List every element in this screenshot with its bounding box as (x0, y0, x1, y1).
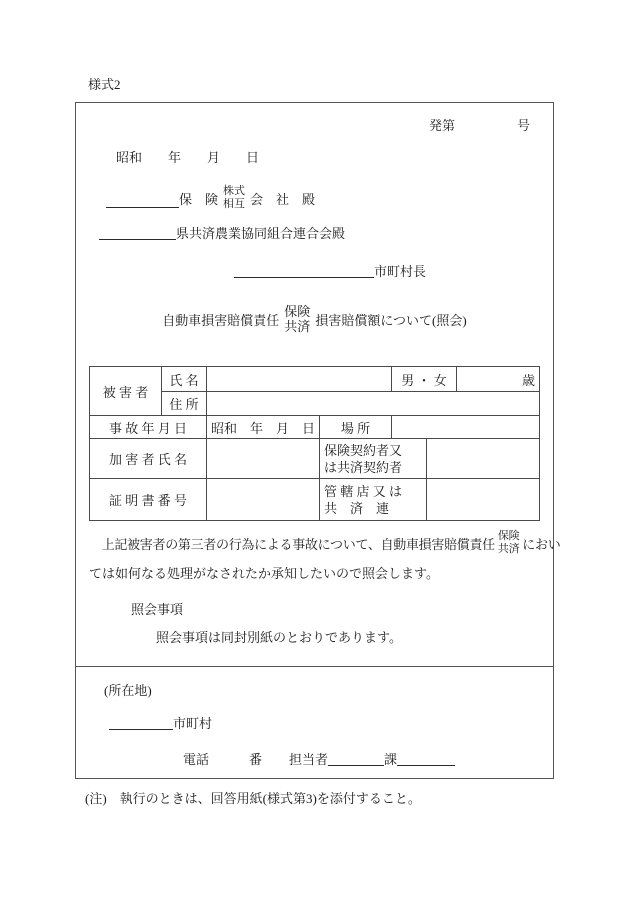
company-type-stack (223, 185, 245, 211)
title-stack-top: 保険 (284, 304, 311, 319)
office-line1: 管 轄 店 又 は (324, 483, 403, 499)
cell-place-value (392, 416, 540, 439)
contact-underline (328, 764, 384, 766)
cell-sex: 男 ・ 女 (392, 367, 457, 392)
body-paragraph-line2: ては如何なる処理がなされたか承知したいので照会します。 (89, 566, 439, 581)
para-stack-top: 保険 (497, 530, 520, 542)
cell-certificate-value (207, 479, 320, 521)
company-type-bottom: 相互 (223, 198, 246, 210)
addressee-kyosai-line (99, 223, 345, 242)
mayor-label: 市町村長 (374, 264, 427, 279)
cell-policyholder-label (320, 439, 427, 479)
office-line2: 共 済 連 (324, 500, 390, 516)
number-gap (262, 764, 289, 766)
blank-underline (99, 238, 176, 240)
phone-gap (209, 764, 249, 766)
section-underline (397, 764, 455, 766)
issue-no-gap (455, 130, 517, 132)
cell-accident-date-value: 昭和 年 月 日 (207, 416, 320, 439)
cell-name-label: 氏 名 (162, 367, 207, 392)
cell-name-value (207, 367, 392, 392)
cell-perpetrator-value (207, 439, 320, 479)
cell-office-label (320, 479, 427, 521)
inquiry-table (89, 366, 540, 521)
cell-office-value (427, 479, 540, 521)
blank-underline (234, 276, 374, 278)
cell-victim: 被 害 者 (90, 367, 162, 416)
title-stack-bottom: 共済 (284, 319, 311, 334)
blank-underline (106, 206, 179, 208)
cell-perpetrator-label: 加 害 者 氏 名 (90, 439, 207, 479)
form-label: 様式2 (88, 77, 121, 92)
inquiry-table-wrap (89, 366, 540, 521)
issue-no-prefix: 発第 (429, 118, 456, 133)
title-pre: 自動車損害賠償責任 (162, 312, 280, 328)
para-stack-bottom: 共済 (497, 543, 520, 555)
cell-accident-date-label: 事 故 年 月 日 (90, 416, 207, 439)
cell-certificate-label: 証 明 書 番 号 (90, 479, 207, 521)
phone-label: 電話 (183, 752, 210, 767)
cell-policyholder-value (427, 439, 540, 479)
para-post: におい (522, 536, 561, 552)
para-pre: 上記被害者の第三者の行為による事故について、自動車損害賠償責任 (89, 536, 495, 552)
company-type-top: 株式 (223, 185, 246, 197)
cell-address-label: 住 所 (162, 392, 207, 416)
cell-place-label: 場 所 (320, 416, 392, 439)
policyholder-line2: は共済契約者 (324, 459, 403, 475)
contact-label: 担当者 (289, 752, 329, 767)
policyholder-line1: 保険契約者又 (324, 442, 403, 458)
issue-number-line (429, 115, 530, 134)
phone-line (183, 749, 455, 768)
insurance-post: 会 社 殿 (250, 191, 316, 207)
section-label: 課 (384, 752, 398, 767)
number-label: 番 (249, 752, 263, 767)
body-paragraph-line1 (89, 528, 560, 558)
cell-age: 歳 (457, 367, 540, 392)
para-stack (498, 530, 519, 556)
blank-underline (109, 728, 173, 730)
inquiry-heading: 照会事項 (131, 602, 184, 617)
municipality-label: 市町村 (173, 716, 213, 731)
title-stack (284, 304, 310, 334)
document-title (76, 295, 553, 343)
addressee-mayor-line (234, 261, 426, 280)
inquiry-text: 照会事項は同封別紙のとおりであります。 (156, 630, 402, 645)
title-post: 損害賠償額について(照会) (315, 312, 467, 328)
document-box (75, 102, 561, 779)
addressee-insurance-line (106, 181, 315, 215)
footnote: (注) 執行のときは、回答用紙(様式第3)を添付すること。 (85, 791, 421, 806)
cell-address-value (207, 392, 540, 416)
insurance-pre: 保 険 (179, 191, 219, 207)
section-divider (76, 666, 553, 667)
date-line: 昭和 年 月 日 (116, 150, 260, 165)
issue-no-suffix: 号 (517, 118, 531, 133)
location-label: (所在地) (104, 683, 152, 698)
municipality-line (109, 713, 212, 732)
kyosai-label: 県共済農業協同組合連合会殿 (176, 226, 346, 241)
